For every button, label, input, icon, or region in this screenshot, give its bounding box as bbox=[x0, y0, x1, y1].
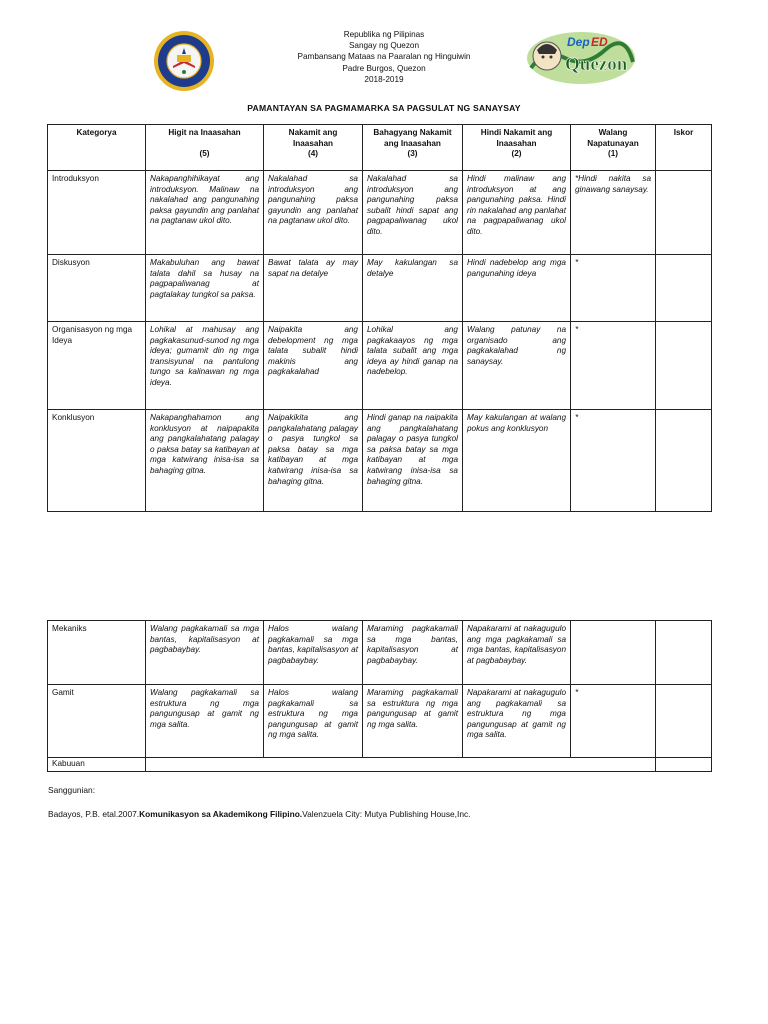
criterion-1: * bbox=[571, 322, 656, 410]
col-header-4: Nakamit ang Inaasahan (4) bbox=[264, 125, 363, 171]
rubric-header-row bbox=[48, 125, 712, 171]
col-header-kategorya: Kategorya bbox=[48, 125, 146, 171]
criterion-2: Napakarami at nakagugulo ang pagkakamali sa estruktura ng mga pangungusap at gamit ng mga salita. bbox=[463, 685, 571, 758]
col-header-iskor: Iskor bbox=[656, 125, 712, 171]
table-row bbox=[48, 621, 712, 685]
criterion-3: Lohikal ang pagkakaayos ng mga talata subalit ang mga ideya ay hindi ganap na nadebelop. bbox=[363, 322, 463, 410]
score-cell[interactable] bbox=[656, 171, 712, 255]
criterion-3: Maraming pagkakamali sa estruktura ng mga pangungusap at gamit ng mga salita. bbox=[363, 685, 463, 758]
table-row bbox=[48, 322, 712, 410]
criterion-3: Maraming pagkakamali sa mga bantas, kapitalisasyon at pagbabaybay. bbox=[363, 621, 463, 685]
criterion-4: Naipakita ang debelopment ng mga talata subalit hindi makinis ang pagkakalahad bbox=[264, 322, 363, 410]
school-seal-logo bbox=[153, 30, 215, 92]
rubric-table-continued bbox=[47, 620, 712, 772]
total-row bbox=[48, 758, 712, 772]
col-header-3: Bahagyang Nakamit ang Inaasahan (3) bbox=[363, 125, 463, 171]
svg-text:ED: ED bbox=[591, 35, 608, 49]
total-span bbox=[146, 758, 656, 772]
criterion-3: Hindi ganap na naipakita ang pangkalahatang palagay o pasya tungkol sa paksa batay sa mga katibayan at mga katwirang inisa-isa sa bahaging gitna. bbox=[363, 410, 463, 512]
row-category: Mekaniks bbox=[48, 621, 146, 685]
score-cell[interactable] bbox=[656, 255, 712, 322]
criterion-4: Halos walang pagkakamali sa mga bantas, kapitalisasyon at pagbabaybay. bbox=[264, 621, 363, 685]
table-row bbox=[48, 171, 712, 255]
criterion-3: Nakalahad sa introduksyon ang pangunahing paksa subalit hindi sapat ang pagpapaliwanag ukol dito. bbox=[363, 171, 463, 255]
criterion-4: Halos walang pagkakamali sa estruktura ng mga pangungusap at gamit ng mga salita. bbox=[264, 685, 363, 758]
criterion-1: *Hindi nakita sa ginawang sanaysay. bbox=[571, 171, 656, 255]
criterion-1: * bbox=[571, 255, 656, 322]
header-school-year: 2018-2019 bbox=[364, 74, 404, 84]
criterion-5: Walang pagkakamali sa estruktura ng mga pangungusap at gamit ng mga salita. bbox=[146, 685, 264, 758]
score-cell[interactable] bbox=[656, 410, 712, 512]
header-division: Sangay ng Quezon bbox=[348, 41, 420, 51]
table-row bbox=[48, 255, 712, 322]
total-label: Kabuuan bbox=[48, 758, 146, 772]
col-header-1: Walang Napatunayan (1) bbox=[571, 125, 656, 171]
criterion-2: May kakulangan at walang pokus ang konklusyon bbox=[463, 410, 571, 512]
criterion-5: Makabuluhan ang bawat talata dahil sa husay na pagpapaliwanag at pagtalakay tungkol sa paksa. bbox=[146, 255, 264, 322]
criterion-3: May kakulangan sa detalye bbox=[363, 255, 463, 322]
svg-text:Dep: Dep bbox=[567, 35, 590, 49]
criterion-2: Napakarami at nakagugulo ang mga pagkakamali sa mga bantas, kapitalisasyon at pagbabaybay. bbox=[463, 621, 571, 685]
criterion-1 bbox=[571, 621, 656, 685]
header-republic: Republika ng Pilipinas bbox=[343, 30, 425, 39]
criterion-5: Nakapanghahamon ang konklusyon at naipapakita ang pangkalahatang palagay o paksa batay sa katibayan at mga katwirang inisa-isa sa bahaging gitna. bbox=[146, 410, 264, 512]
row-category: Gamit bbox=[48, 685, 146, 758]
score-cell[interactable] bbox=[656, 685, 712, 758]
reference-publisher: Valenzuela City: Mutya Publishing House,Inc. bbox=[302, 809, 471, 819]
criterion-5: Nakapanghihikayat ang introduksyon. Malinaw na nakalahad ang pangunahing paksa gayundin ang panlahat na pagtanaw ukol dito. bbox=[146, 171, 264, 255]
criterion-4: Nakalahad sa introduksyon ang pangunahing paksa gayundin ang panlahat na pagtanaw ukol dito. bbox=[264, 171, 363, 255]
criterion-2: Hindi nadebelop ang mga pangunahing ideya bbox=[463, 255, 571, 322]
table-row bbox=[48, 410, 712, 512]
source-reference bbox=[48, 809, 471, 819]
col-header-5: Higit na Inaasahan (5) bbox=[146, 125, 264, 171]
score-cell[interactable] bbox=[656, 322, 712, 410]
row-category: Introduksyon bbox=[48, 171, 146, 255]
rubric-table bbox=[47, 124, 712, 512]
criterion-5: Walang pagkakamali sa mga bantas, kapitalisasyon at pagbabaybay. bbox=[146, 621, 264, 685]
criterion-1: * bbox=[571, 685, 656, 758]
header-text-block bbox=[220, 29, 548, 85]
deped-quezon-logo bbox=[525, 28, 637, 86]
criterion-2: Walang patunay na organisado ang pagkakalahad ng sanaysay. bbox=[463, 322, 571, 410]
total-score-cell[interactable] bbox=[656, 758, 712, 772]
score-cell[interactable] bbox=[656, 621, 712, 685]
criterion-1: * bbox=[571, 410, 656, 512]
row-category: Diskusyon bbox=[48, 255, 146, 322]
col-header-2: Hindi Nakamit ang Inaasahan (2) bbox=[463, 125, 571, 171]
header-school-name: Pambansang Mataas na Paaralan ng Hinguiwin bbox=[297, 52, 471, 62]
reference-author: Badayos, P.B. etal.2007. bbox=[48, 809, 140, 819]
row-category: Konklusyon bbox=[48, 410, 146, 512]
reference-title: Komunikasyon sa Akademikong Filipino. bbox=[139, 809, 303, 819]
criterion-5: Lohikal at mahusay ang pagkakasunud-sunod ng mga ideya; gumamit din ng mga transisyunal na pantulong tungo sa kalinawan ng mga ideya. bbox=[146, 322, 264, 410]
header-address: Padre Burgos, Quezon bbox=[342, 63, 426, 73]
criterion-4: Bawat talata ay may sapat na detalye bbox=[264, 255, 363, 322]
document-header bbox=[0, 0, 768, 110]
document-title: PAMANTAYAN SA PAGMAMARKA SA PAGSULAT NG SANAYSAY bbox=[247, 103, 521, 113]
svg-text:Quezon: Quezon bbox=[565, 54, 628, 75]
sources-label: Sanggunian: bbox=[48, 785, 96, 795]
criterion-2: Hindi malinaw ang introduksyon at ang pangunahing paksa. Hindi rin nakalahad ang panlahat na pagpapaliwanag ukol dito. bbox=[463, 171, 571, 255]
criterion-4: Naipakikita ang pangkalahatang palagay o pasya tungkol sa paksa batay sa mga katibayan at mga katwirang inisa-isa sa bahaging gitna. bbox=[264, 410, 363, 512]
row-category: Organisasyon ng mga Ideya bbox=[48, 322, 146, 410]
table-row bbox=[48, 685, 712, 758]
